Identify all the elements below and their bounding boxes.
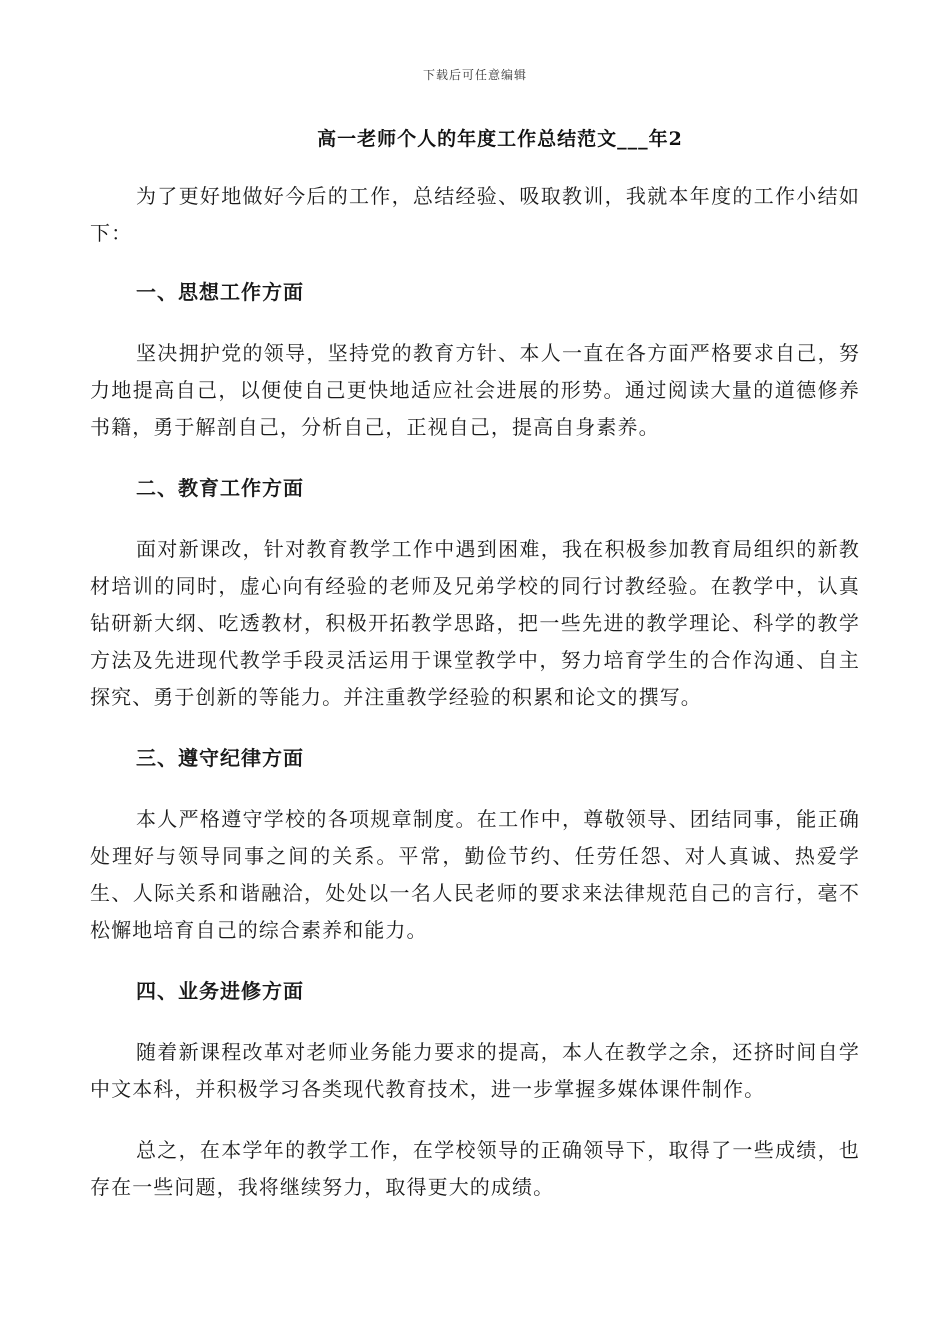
conclusion-paragraph: 总之，在本学年的教学工作，在学校领导的正确领导下，取得了一些成绩，也存在一些问题，我将继续努力，取得更大的成绩。 <box>90 1138 860 1199</box>
section-body-discipline: 本人严格遵守学校的各项规章制度。在工作中，尊敬领导、团结同事，能正确处理好与领导同事之间的关系。平常，勤俭节约、任劳任怨、对人真诚、热爱学生、人际关系和谐融洽，处处以一名人民老师的要求来法律规范自己的言行，毫不松懈地培育自己的综合素养和能力。 <box>90 807 860 942</box>
section-body-thought: 坚决拥护党的领导，坚持党的教育方针、本人一直在各方面严格要求自己，努力地提高自己，以便使自己更快地适应社会进展的形势。通过阅读大量的道德修养书籍，勇于解剖自己，分析自己，正视自己，提高自身素养。 <box>90 341 860 439</box>
section-heading-discipline: 三、遵守纪律方面 <box>136 746 304 770</box>
intro-paragraph: 为了更好地做好今后的工作，总结经验、吸取教训，我就本年度的工作小结如下： <box>90 184 860 245</box>
section-heading-education: 二、教育工作方面 <box>136 476 304 500</box>
section-body-study: 随着新课程改革对老师业务能力要求的提高，本人在教学之余，还挤时间自学中文本科，并积极学习各类现代教育技术，进一步掌握多媒体课件制作。 <box>90 1040 860 1101</box>
document-body <box>90 178 860 1206</box>
section-heading-study: 四、业务进修方面 <box>136 979 304 1003</box>
section-heading-thought: 一、思想工作方面 <box>136 280 304 304</box>
section-body-education: 面对新课改，针对教育教学工作中遇到困难，我在积极参加教育局组织的新教材培训的同时，虚心向有经验的老师及兄弟学校的同行讨教经验。在教学中，认真钻研新大纲、吃透教材，积极开拓教学思路，把一些先进的教学理论、科学的教学方法及先进现代教学手段灵活运用于课堂教学中，努力培育学生的合作沟通、自主探究、勇于创新的等能力。并注重教学经验的积累和论文的撰写。 <box>90 537 860 709</box>
document-title: 高一老师个人的年度工作总结范文___年2 <box>317 128 683 150</box>
header-note: 下载后可任意编辑 <box>422 68 527 82</box>
